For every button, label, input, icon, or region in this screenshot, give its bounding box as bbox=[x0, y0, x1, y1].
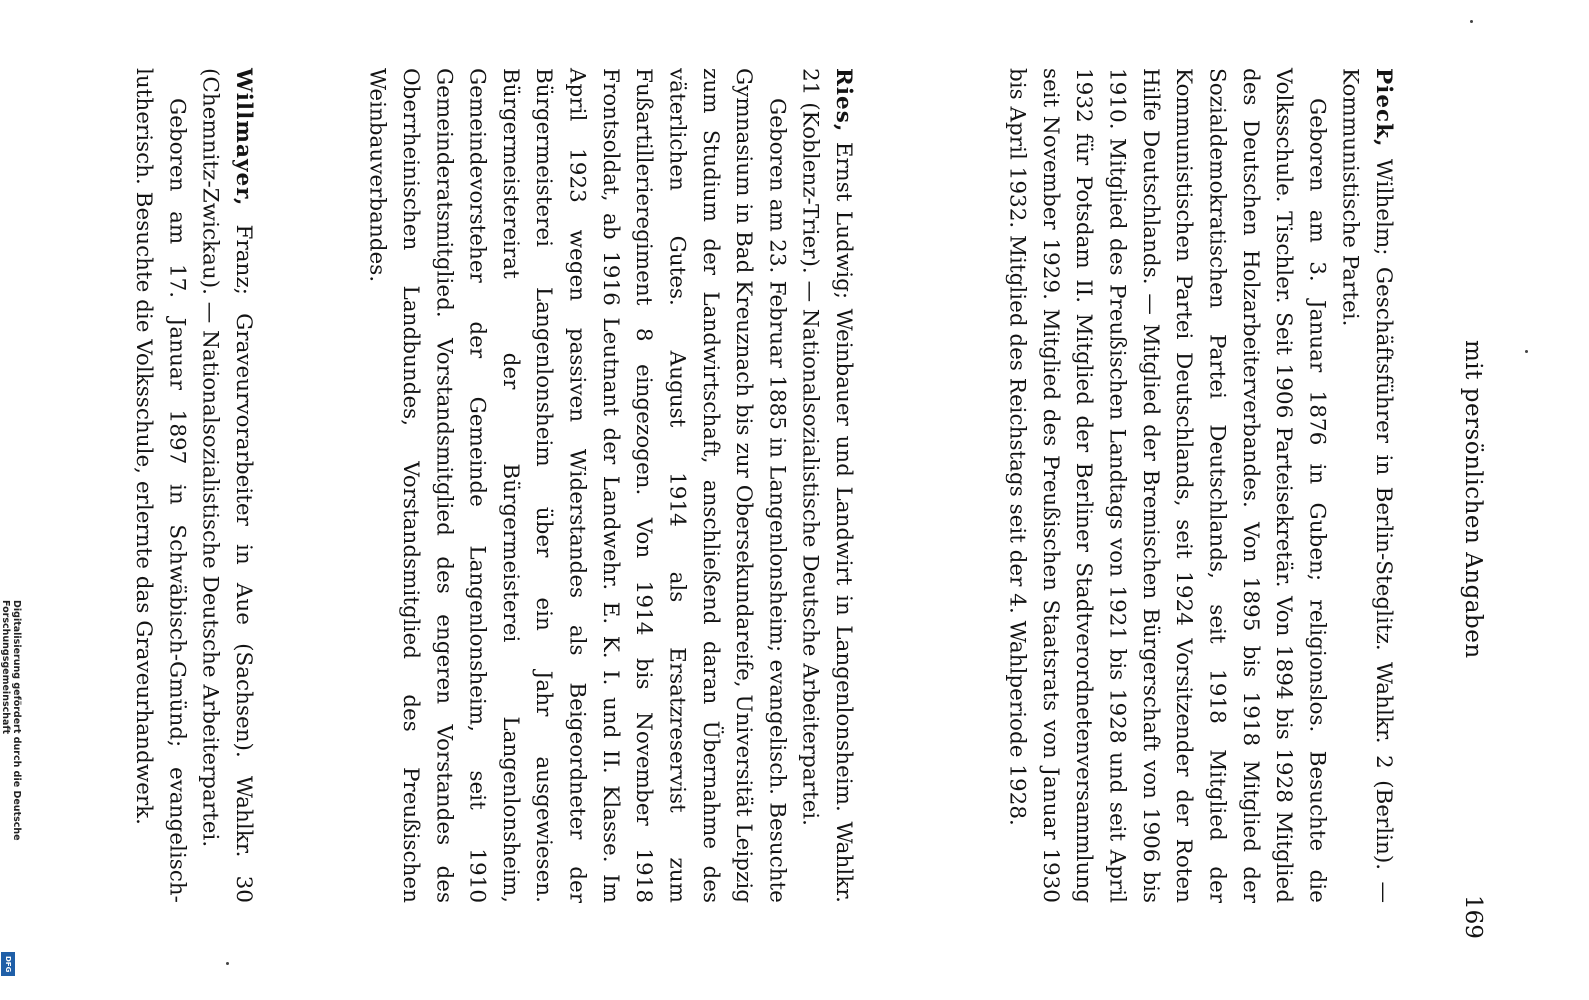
entry-heading bbox=[193, 68, 260, 903]
entry-name: Pieck, bbox=[1371, 68, 1396, 148]
entry-heading bbox=[1333, 68, 1400, 903]
entry-heading bbox=[793, 68, 860, 903]
biography-entry-willmayer bbox=[70, 68, 260, 903]
digitization-credit: Digitalisierung gefördert durch die Deutsche Forschungsgemeinschaft bbox=[0, 600, 22, 841]
scan-speck bbox=[1525, 350, 1528, 353]
entry-body: Geboren am 17. Januar 1897 in Schwäbisch-Gmünd; evangelisch-lutherisch. Besuchte die Volksschule, erlernte das Graveurhandwerk. bbox=[131, 68, 190, 903]
entry-body: Geboren am 3. Januar 1876 in Guben; religionslos. Besuchte die Volksschule. Tischler. Seit 1906 Parteisekretär. Von 1894 bis 1928 Mitglied des Deutschen Holzarbeiterverbandes. Von 1895 bis 1918 Mitglied der Sozialdemokratischen Partei Deutschlands, seit 1918 Mitglied der Kommunistischen Partei Deutschlands, seit 1924 Vorsitzender der Roten Hilfe Deutschlands. — Mitglied der Bremischen Bürgerschaft von 1906 bis 1910. Mitglied des Preußischen Landtags von 1921 bis 1928 und seit April 1932 für Potsdam II. Mitglied der Berliner Stadtverordnetenversammlung seit November 1929. Mitglied des Preußischen Staatsrats von Januar 1930 bis April 1932. Mitglied des Reichstags seit der 4. Wahlperiode 1928. bbox=[1004, 68, 1330, 903]
biography-entry-ries bbox=[340, 68, 860, 903]
entry-head-details: Franz; Graveurvorarbeiter in Aue (Sachsen). Wahlkr. 30 (Chemnitz-Zwickau). — Nationalsozialistische Deutsche Arbeiterpartei. bbox=[197, 68, 256, 903]
dfg-logo-icon: DFG bbox=[1, 952, 15, 976]
entry-head-details: Ernst Ludwig; Weinbauer und Landwirt in Langenlonsheim. Wahlkr. 21 (Koblenz-Trier). — Nationalsozialistische Deutsche Arbeiterpartei. bbox=[797, 68, 856, 903]
entry-name: Ries, bbox=[831, 68, 856, 133]
entry-body: Geboren am 23. Februar 1885 in Langenlonsheim; evangelisch. Besuchte Gymnasium in Bad Kreuznach bis zur Obersekundareife, Universität Leipzig zum Studium der Landwirtschaft, anschließend daran Übernahme des väterlichen Gutes. August 1914 als Ersatzreservist zum Fußartillerieregiment 8 eingezogen. Von 1914 bis November 1918 Frontsoldat, ab 1916 Leutnant der Landwehr. E. K. I. und II. Klasse. Im April 1923 wegen passiven Widerstandes als Beigeordneter der Bürgermeisterei Langenlonsheim über ein Jahr ausgewiesen. Bürgermeistereirat der Bürgermeisterei Langenlonsheim, Gemeindevorsteher der Gemeinde Langenlonsheim, seit 1910 Gemeinderatsmitglied. Vorstandsmitglied des engeren Vorstandes des Oberrheinischen Landbundes, Vorstandsmitglied des Preußischen Weinbauverbandes. bbox=[364, 68, 790, 903]
entry-head-details: Wilhelm; Geschäftsführer in Berlin-Steglitz. Wahlkr. 2 (Berlin). — Kommunistische Partei. bbox=[1337, 68, 1396, 903]
entry-name: Willmayer, bbox=[231, 68, 256, 207]
scan-speck bbox=[1470, 20, 1473, 23]
running-header: mit persönlichen Angaben bbox=[1460, 340, 1486, 659]
scan-speck bbox=[226, 962, 229, 965]
page-number: 169 bbox=[1460, 895, 1486, 939]
biography-entry-pieck bbox=[1000, 68, 1400, 903]
